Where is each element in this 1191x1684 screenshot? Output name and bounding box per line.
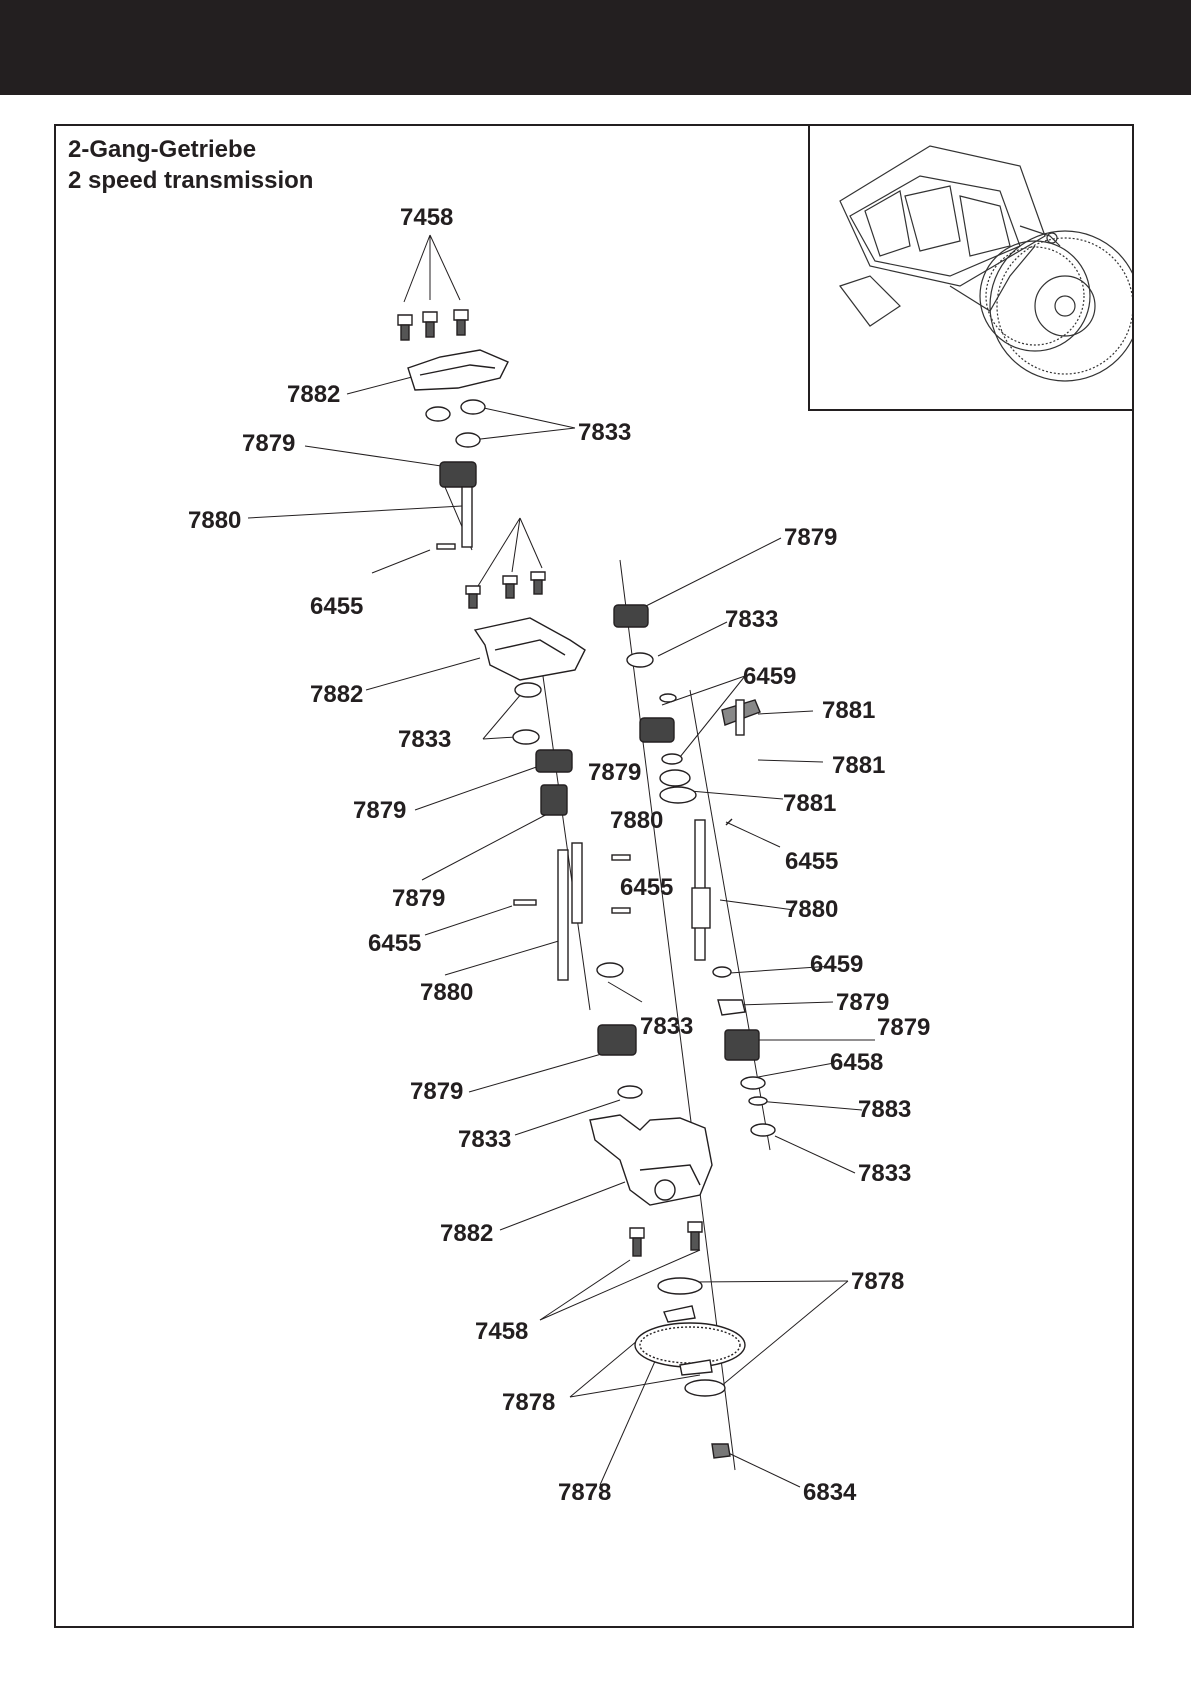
part-label: 7458 (400, 204, 454, 231)
part-label: 7879 (836, 989, 890, 1016)
part-label: 7883 (858, 1096, 912, 1123)
title-english: 2 speed transmission (68, 167, 314, 194)
part-label: 7458 (475, 1318, 529, 1345)
title-german: 2-Gang-Getriebe (68, 136, 257, 163)
part-label: 6459 (810, 951, 864, 978)
part-label: 6455 (368, 930, 422, 957)
part-label: 7880 (610, 807, 664, 834)
part-label: 7879 (410, 1078, 464, 1105)
part-label: 6455 (310, 593, 364, 620)
part-label: 7880 (785, 896, 839, 923)
part-label: 7879 (877, 1014, 931, 1041)
part-label: 7882 (287, 381, 341, 408)
part-label: 7881 (783, 790, 837, 817)
part-label: 6834 (803, 1479, 857, 1506)
part-label: 7878 (851, 1268, 905, 1295)
part-label: 7879 (242, 430, 296, 457)
part-label: 7880 (188, 507, 242, 534)
part-label: 6455 (785, 848, 839, 875)
part-label: 7833 (578, 419, 632, 446)
part-label: 7879 (588, 759, 642, 786)
part-label: 7833 (640, 1013, 694, 1040)
part-label: 7880 (420, 979, 474, 1006)
part-label: 7833 (725, 606, 779, 633)
part-label: 7879 (392, 885, 446, 912)
part-label: 6455 (620, 874, 674, 901)
part-label: 7833 (398, 726, 452, 753)
part-label: 7833 (458, 1126, 512, 1153)
part-label: 7882 (440, 1220, 494, 1247)
part-label: 6459 (743, 663, 797, 690)
part-label: 7881 (832, 752, 886, 779)
part-label: 7833 (858, 1160, 912, 1187)
part-label: 6458 (830, 1049, 884, 1076)
part-label: 7879 (353, 797, 407, 824)
part-label: 7878 (502, 1389, 556, 1416)
part-label: 7878 (558, 1479, 612, 1506)
part-label: 7882 (310, 681, 364, 708)
part-label: 7881 (822, 697, 876, 724)
part-label: 7879 (784, 524, 838, 551)
